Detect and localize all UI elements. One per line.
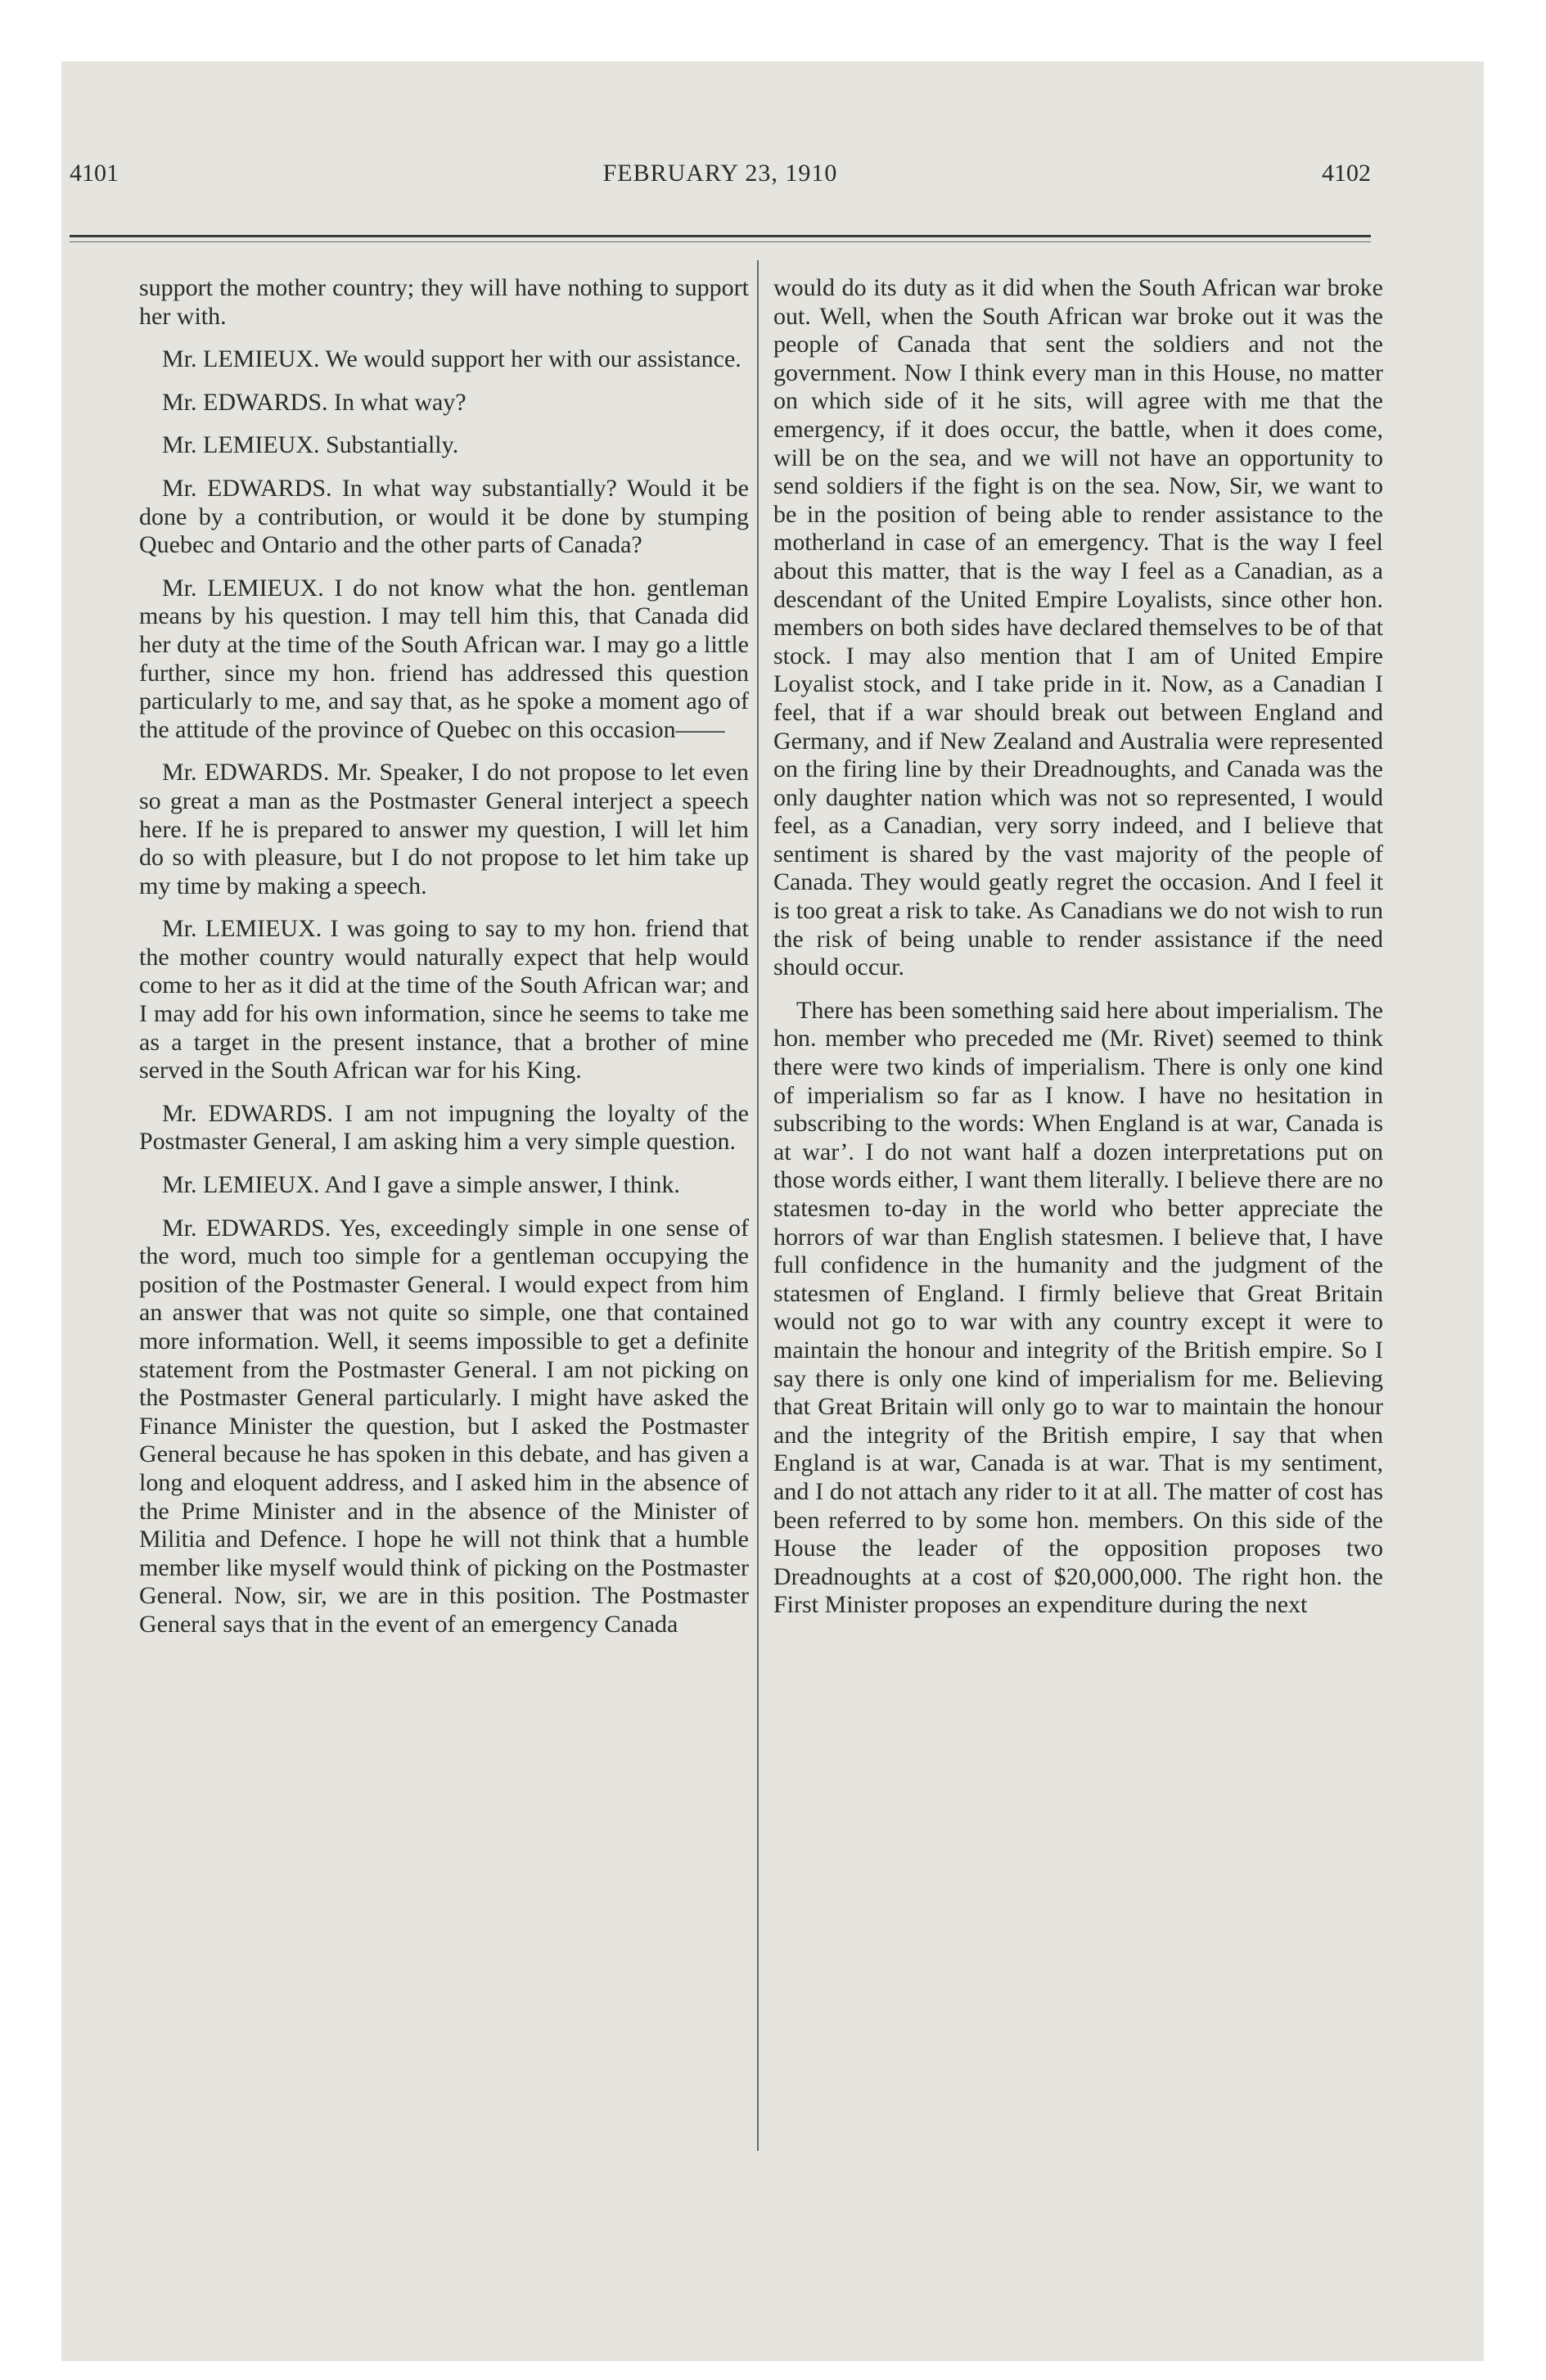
paragraph: Mr. LEMIEUX. And I gave a simple answer, I think. [162,1171,680,1199]
paragraph: support the mother country; they will have nothing to support her with. [139,274,749,330]
paragraph: Mr. EDWARDS. Mr. Speaker, I do not propose to let even so great a man as the Postmaster General interject a speech here. If he is prepared to answer my question, I will let him do so with pleasure, but I do not propose to let him take up my time by making a speech. [139,759,749,899]
paragraph: would do its duty as it did when the South African war broke out. Well, when the South African war broke out it was the people of Canada that sent the soldiers and not the government. Now I think every man in this House, no matter on which side of it he sits, will agree with me that the emergency, if it does occur, the battle, when it does come, will be on the sea, and we will not have an opportunity to send soldiers if the fight is on the sea. Now, Sir, we want to be in the position of being able to render assistance to the motherland in case of an emergency. That is the way I feel about this matter, that is the way I feel as a Canadian, as a descendant of the United Empire Loyalists, since other hon. members on both sides have declared themselves to be of that stock. I may also mention that I am of United Empire Loyalist stock, and I take pride in it. Now, as a Canadian I feel, that if a war should break out between England and Germany, and if New Zealand and Australia were represented on the firing line by their Dreadnoughts, and Canada was the only daughter nation which was not so represented, I would feel, as a Canadian, very sorry indeed, and I believe that sentiment is shared by the vast majority of the people of Canada. They would geatly regret the occasion. And I feel it is too great a risk to take. As Canadians we do not wish to run the risk of being unable to render assistance if the need should occur. [773,274,1383,981]
left-column [139,274,749,1639]
column-divider [757,260,759,2151]
right-column [773,274,1383,1620]
header-rule [70,235,1371,237]
page-number-left: 4101 [70,160,119,187]
paragraph: Mr. LEMIEUX. I do not know what the hon. gentleman means by his question. I may tell him this, that Canada did her duty at the time of the South African war. I may go a little further, since my hon. friend has addressed this question particularly to me, and say that, as he spoke a moment ago of the attitude of the province of Quebec on this occasion—— [139,574,749,743]
paragraph: Mr. LEMIEUX. We would support her with our assistance. [162,345,741,373]
paragraph: Mr. EDWARDS. Yes, exceedingly simple in one sense of the word, much too simple for a gentleman occupying the position of the Postmaster General. I would expect from him an answer that was not quite so simple, one that contained more information. Well, it seems impossible to get a definite statement from the Postmaster General. I am not picking on the Postmaster General particularly. I might have asked the Finance Minister the question, but I asked the Postmaster General because he has spoken in this debate, and has given a long and eloquent address, and I asked him in the absence of the Prime Minister and in the absence of the Minister of Militia and Defence. I hope he will not think that a humble member like myself would think of picking on the Postmaster General. Now, sir, we are in this position. The Postmaster General says that in the event of an emergency Canada [139,1214,749,1638]
paragraph: Mr. LEMIEUX. Substantially. [162,431,459,459]
paragraph: Mr. EDWARDS. In what way substantially? Would it be done by a contribution, or would it be done by stumping Quebec and Ontario and the other parts of Canada? [139,474,749,559]
page-date: FEBRUARY 23, 1910 [602,160,838,187]
paragraph: There has been something said here about imperialism. The hon. member who preceded me (Mr. Rivet) seemed to think there were two kinds of imperialism. There is only one kind of imperialism so far as I know. I have no hesitation in subscribing to the words: When England is at war, Canada is at war’. I do not want half a dozen interpretations put on those words either, I want them literally. I believe there are no statesmen to-day in the world who better appreciate the horrors of war than English statesmen. I believe that, I have full confidence in the humanity and the judgment of the statesmen of England. I firmly believe that Great Britain would not go to war with any country except it were to maintain the honour and integrity of the British empire. So I say there is only one kind of imperialism for me. Believing that Great Britain will only go to war to maintain the honour and the integrity of the British empire, I say that when England is at war, Canada is at war. That is my sentiment, and I do not attach any rider to it at all. The matter of cost has been referred to by some hon. members. On this side of the House the leader of the opposition proposes two Dreadnoughts at a cost of $20,000,000. The right hon. the First Minister proposes an expenditure during the next [773,996,1383,1619]
page-number-right: 4102 [1322,160,1371,187]
paragraph: Mr. EDWARDS. I am not impugning the loyalty of the Postmaster General, I am asking him a very simple question. [139,1099,749,1156]
page-header [70,160,1371,201]
paragraph: Mr. EDWARDS. In what way? [162,388,467,416]
header-rule-thin [70,241,1371,242]
paragraph: Mr. LEMIEUX. I was going to say to my hon. friend that the mother country would naturally expect that help would come to her as it did at the time of the South African war; and I may add for his own information, since he seems to take me as a target in the present instance, that a brother of mine served in the South African war for his King. [139,915,749,1084]
